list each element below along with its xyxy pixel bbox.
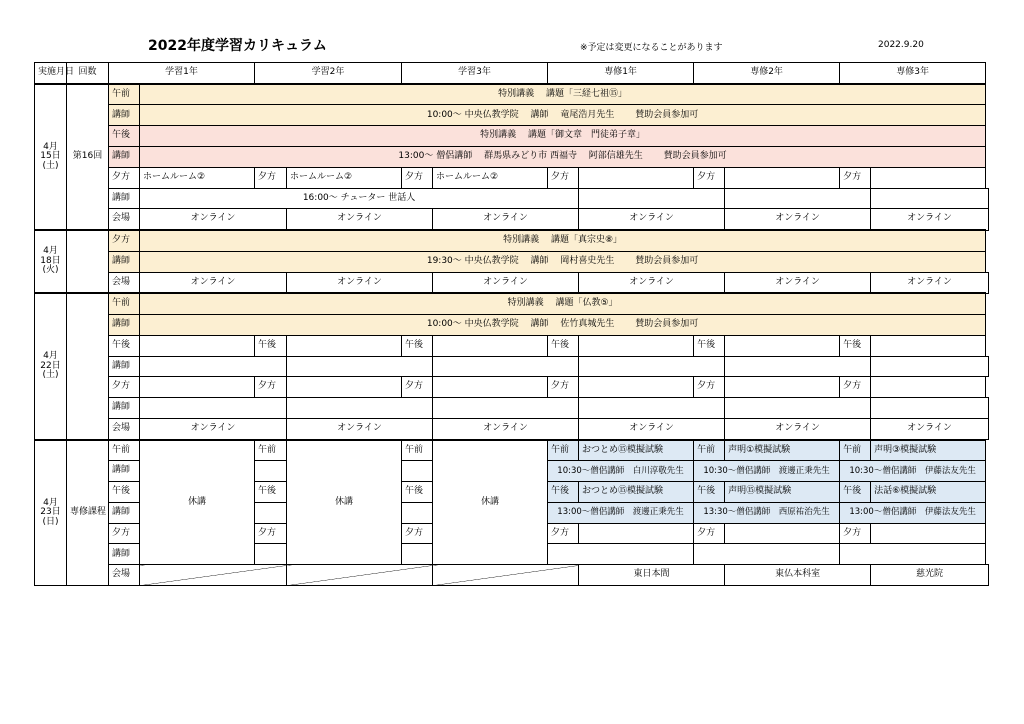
venue-g2-none: [287, 565, 433, 586]
venue-g1: オンライン: [140, 272, 287, 293]
venue-g2: オンライン: [287, 209, 433, 230]
slot-label: 講師: [109, 105, 140, 126]
venue-g3: オンライン: [433, 418, 579, 439]
kai-0415: 第16回: [67, 84, 109, 230]
homeroom-g3: ホームルーム②: [433, 167, 548, 188]
lecture-0422: 特別講義 講題「仏教⑤」: [140, 293, 986, 314]
slot-label: 午後: [840, 335, 871, 356]
venue-s1: オンライン: [579, 418, 725, 439]
slot-label: 午前: [255, 440, 287, 461]
slot-label: 午前: [109, 84, 140, 105]
slot-label: 午後: [840, 482, 871, 503]
venue-g2: オンライン: [287, 418, 433, 439]
teacher-s1-pm: 13:00～僧侶講師 渡邊正秉先生: [548, 502, 694, 523]
homeroom-g1: ホームルーム②: [140, 167, 255, 188]
venue-s1: オンライン: [579, 209, 725, 230]
slot-label: 講師: [109, 188, 140, 209]
slot-label: 会場: [109, 565, 140, 586]
slot-label: 午前: [402, 440, 433, 461]
slot-label: 夕方: [548, 377, 579, 398]
venue-s2: 東仏本科室: [725, 565, 871, 586]
col-header-g2: 学習2年: [255, 63, 402, 84]
lecture-0418: 特別講義 講題「真宗史⑧」: [140, 230, 986, 251]
slot-label: 午後: [548, 335, 579, 356]
slot-label: 夕方: [840, 167, 871, 188]
slot-label: 講師: [109, 544, 140, 565]
slot-label: 講師: [109, 502, 140, 523]
col-header-kai: 回数: [67, 63, 109, 84]
slot-label: 午後: [109, 126, 140, 147]
slot-label: 夕方: [840, 523, 871, 544]
slot-label: 講師: [109, 251, 140, 272]
slot-label: 講師: [109, 398, 140, 419]
venue-g3-none: [433, 565, 579, 586]
date-0423: 4月23日(日): [35, 440, 67, 586]
exam-s1-am: おつとめ⑮模擬試験: [579, 440, 694, 461]
slot-label: 午後: [694, 482, 725, 503]
slot-label: 午前: [840, 440, 871, 461]
slot-label: 午後: [402, 335, 433, 356]
slot-label: 講師: [109, 314, 140, 335]
teacher-0418: 19:30～ 中央仏教学院 講師 岡村喜史先生 賛助会員参加可: [140, 251, 986, 272]
rest-g1: 休講: [140, 440, 255, 565]
date-0415: 4月15日(土): [35, 84, 67, 230]
slot-label: 午後: [694, 335, 725, 356]
slot-label: 午前: [109, 293, 140, 314]
slot-label: 会場: [109, 209, 140, 230]
slot-label: 夕方: [694, 377, 725, 398]
lecture-0415-pm: 特別講義 講題「御文章 門徒弟子章」: [140, 126, 986, 147]
venue-g3: オンライン: [433, 272, 579, 293]
slot-label: 講師: [109, 356, 140, 377]
slot-label: 会場: [109, 418, 140, 439]
col-header-date: 実施月日: [35, 63, 67, 84]
slot-label: 午前: [548, 440, 579, 461]
teacher-0422: 10:00～ 中央仏教学院 講師 佐竹真城先生 賛助会員参加可: [140, 314, 986, 335]
exam-s3-pm: 法話⑥模擬試験: [871, 482, 986, 503]
col-header-s3: 専修3年: [840, 63, 986, 84]
exam-s2-am: 声明①模擬試験: [725, 440, 840, 461]
slot-label: 夕方: [548, 167, 579, 188]
date-0418: 4月18日(火): [35, 230, 67, 293]
slot-label: 午後: [402, 482, 433, 503]
venue-s3: オンライン: [871, 209, 989, 230]
teacher-s1-am: 10:30～僧侶講師 白川淳敬先生: [548, 461, 694, 482]
slot-label: 夕方: [109, 523, 140, 544]
teacher-s3-pm: 13:00～僧侶講師 伊藤法友先生: [840, 502, 986, 523]
venue-s1: オンライン: [579, 272, 725, 293]
slot-label: 夕方: [109, 167, 140, 188]
venue-s2: オンライン: [725, 272, 871, 293]
slot-label: 夕方: [694, 167, 725, 188]
curriculum-table: [34, 62, 989, 586]
exam-s3-am: 声明③模擬試験: [871, 440, 986, 461]
venue-s3: オンライン: [871, 418, 989, 439]
rest-g2: 休講: [287, 440, 402, 565]
col-header-g3: 学習3年: [402, 63, 548, 84]
slot-label: 夕方: [255, 377, 287, 398]
slot-label: 夕方: [548, 523, 579, 544]
slot-label: 講師: [109, 146, 140, 167]
change-note: ※予定は変更になることがあります: [580, 43, 723, 53]
slot-label: 午前: [109, 440, 140, 461]
slot-label: 夕方: [840, 377, 871, 398]
slot-label: 夕方: [402, 167, 433, 188]
slot-label: 夕方: [255, 167, 287, 188]
slot-label: 夕方: [402, 523, 433, 544]
tutor-0415: 16:00～ チューター 世話人: [140, 188, 579, 209]
teacher-s2-pm: 13:30～僧侶講師 西原祐治先生: [694, 502, 840, 523]
col-header-g1: 学習1年: [109, 63, 255, 84]
slot-label: 会場: [109, 272, 140, 293]
venue-s3: 慈光院: [871, 565, 989, 586]
teacher-0415-am: 10:00～ 中央仏教学院 講師 竜尾浩月先生 賛助会員参加可: [140, 105, 986, 126]
venue-s2: オンライン: [725, 209, 871, 230]
slot-label: 講師: [109, 461, 140, 482]
slot-label: 夕方: [402, 377, 433, 398]
venue-g1: オンライン: [140, 418, 287, 439]
homeroom-g2: ホームルーム②: [287, 167, 402, 188]
slot-label: 午後: [255, 482, 287, 503]
issue-date: 2022.9.20: [878, 40, 924, 50]
kai-0423: 専修課程: [67, 440, 109, 586]
slot-label: 夕方: [694, 523, 725, 544]
rest-g3: 休講: [433, 440, 548, 565]
venue-g3: オンライン: [433, 209, 579, 230]
slot-label: 午後: [548, 482, 579, 503]
teacher-s3-am: 10:30～僧侶講師 伊藤法友先生: [840, 461, 986, 482]
slot-label: 夕方: [255, 523, 287, 544]
venue-g1-none: [140, 565, 287, 586]
venue-g1: オンライン: [140, 209, 287, 230]
slot-label: 午後: [255, 335, 287, 356]
slot-label: 午前: [694, 440, 725, 461]
exam-s2-pm: 声明⑮模擬試験: [725, 482, 840, 503]
teacher-0415-pm: 13:00～ 僧侶講師 群馬県みどり市 西福寺 阿部信雄先生 賛助会員参加可: [140, 146, 986, 167]
lecture-0415-am: 特別講義 講題「三経七祖⑮」: [140, 84, 986, 105]
slot-label: 夕方: [109, 230, 140, 251]
col-header-s1: 専修1年: [548, 63, 694, 84]
teacher-s2-am: 10:30～僧侶講師 渡邊正秉先生: [694, 461, 840, 482]
date-0422: 4月22日(土): [35, 293, 67, 439]
page-title: 2022年度学習カリキュラム: [148, 38, 327, 54]
col-header-s2: 専修2年: [694, 63, 840, 84]
header-row: [35, 63, 989, 84]
venue-g2: オンライン: [287, 272, 433, 293]
exam-s1-pm: おつとめ⑮模擬試験: [579, 482, 694, 503]
slot-label: 午後: [109, 335, 140, 356]
venue-s3: オンライン: [871, 272, 989, 293]
slot-label: 夕方: [109, 377, 140, 398]
venue-s1: 東日本間: [579, 565, 725, 586]
slot-label: 午後: [109, 482, 140, 503]
venue-s2: オンライン: [725, 418, 871, 439]
